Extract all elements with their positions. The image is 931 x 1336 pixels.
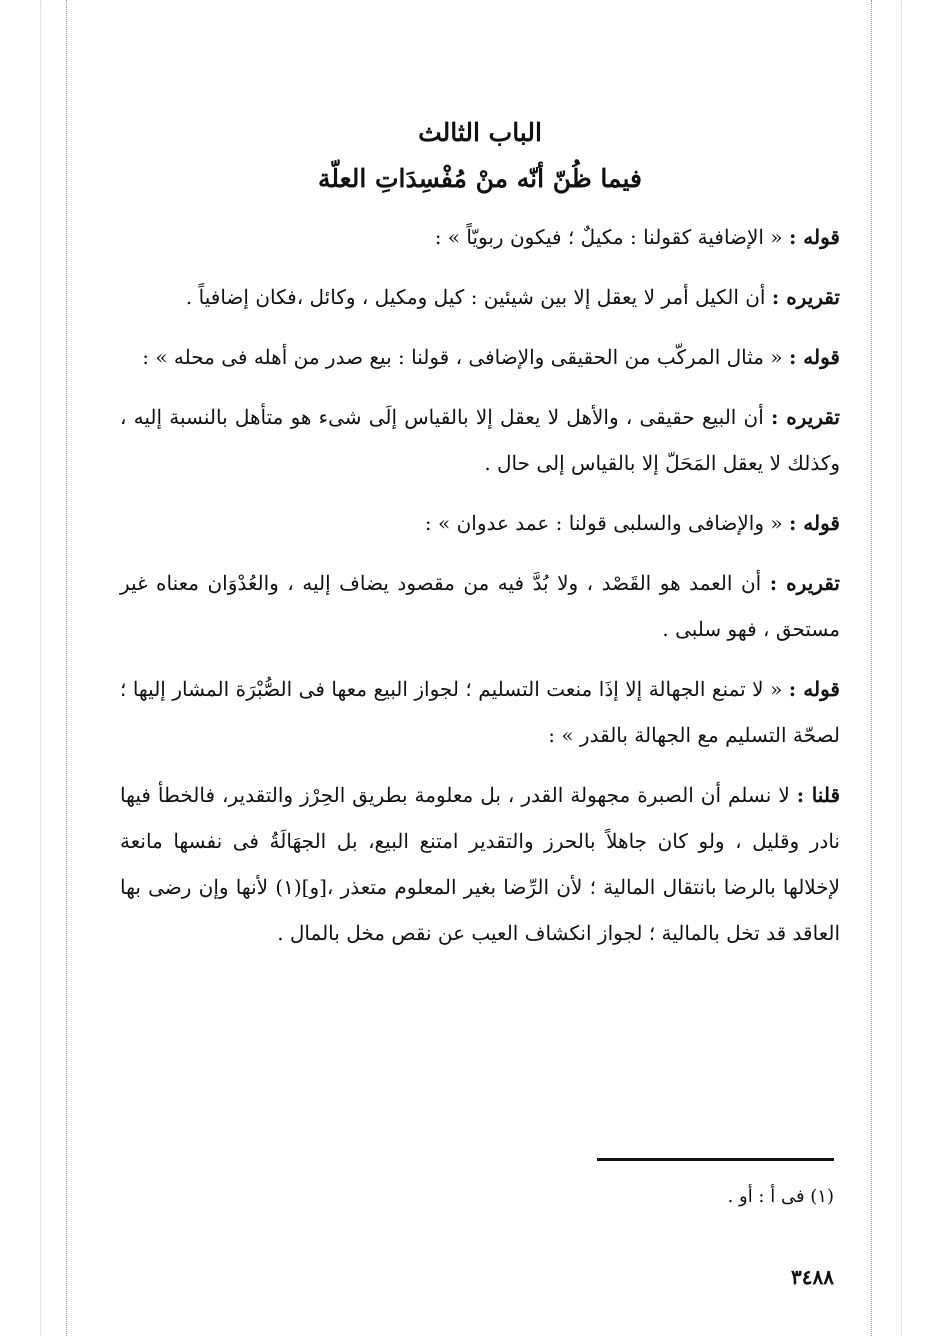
paragraph-text: لا نسلم أن الصبرة مجهولة القدر ، بل معلومة بطريق الحِرْز والتقدير، فالخطأ فيها نادر وقليل ، ولو كان جاهلاً بالحرز والتقدير امتنع البيع، بل الجهَالَةُ فى نفسها مانعة لإخلالها بالرضا بانتقال المالية ؛ لأن الرِّضا بغير المعلوم متعذر ،[و](١) لأنها وإن رضى بها العاقد قد تخل بالمالية ؛ لجواز انكشاف العيب عن نقص مخل بالمال . [120, 783, 841, 945]
page-edge-left [66, 0, 67, 1336]
paragraph-3 [120, 334, 840, 380]
paragraph-4 [120, 394, 840, 486]
paragraph-text: « لا تمنع الجهالة إلا إذَا منعت التسليم ؛ لجواز البيع معها فى الصُّبْرَة المشار إليها ؛ لصحّة التسليم مع الجهالة بالقدر » : [120, 677, 840, 747]
chapter-subtitle: فيما ظُنّ أنّه منْ مُفْسِدَاتِ العلّة [318, 164, 642, 193]
paragraph-1 [120, 214, 840, 260]
paragraph-text: أن العمد هو القَصْد ، ولا بُدَّ فيه من مقصود يضاف إليه ، والعُدْوَان معناه غير مستحق ، فهو سلبى . [120, 571, 840, 641]
paragraph-lead: قوله : [788, 345, 840, 369]
paragraph-8 [120, 772, 840, 956]
paragraph-lead: تقريره : [769, 571, 840, 595]
paragraph-text: « والإضافى والسلبى قولنا : عمد عدوان » : [424, 511, 789, 535]
paragraph-5 [120, 500, 840, 546]
paragraph-2 [120, 274, 840, 320]
paragraph-lead: تقريره : [771, 285, 840, 309]
footnote: (١) فى أ : أو . [727, 1186, 834, 1207]
page-number: ٣٤٨٨ [791, 1265, 834, 1289]
chapter-title: الباب الثالث [418, 118, 542, 147]
paragraph-lead: قوله : [788, 225, 840, 249]
paragraph-lead: تقريره : [771, 405, 840, 429]
paragraph-text: « الإضافية كقولنا : مكيلٌ ؛ فيكون ربويّاً » : [434, 225, 789, 249]
paragraph-6 [120, 560, 840, 652]
page-edge-outer-right [901, 0, 902, 1336]
page-edge-outer-left [40, 0, 41, 1336]
paragraph-lead: قلنا : [796, 783, 840, 807]
paragraph-lead: قوله : [788, 511, 840, 535]
paragraph-text: أن البيع حقيقى ، والأهل لا يعقل إلا بالقياس إلَى شىء هو متأهل بالنسبة إليه ، وكذلك لا يعقل المَحَلّ إلا بالقياس إلى حال . [120, 405, 840, 475]
page-body [120, 110, 840, 970]
footnote-divider [597, 1158, 834, 1161]
paragraph-text: أن الكيل أمر لا يعقل إلا بين شيئين : كيل ومكيل ، وكائل ،فكان إضافياً . [185, 285, 772, 309]
paragraph-text: « مثال المركّب من الحقيقى والإضافى ، قولنا : بيع صدر من أهله فى محله » : [142, 345, 789, 369]
paragraph-lead: قوله : [788, 677, 840, 701]
page-edge-right [871, 0, 872, 1336]
paragraph-7 [120, 666, 840, 758]
